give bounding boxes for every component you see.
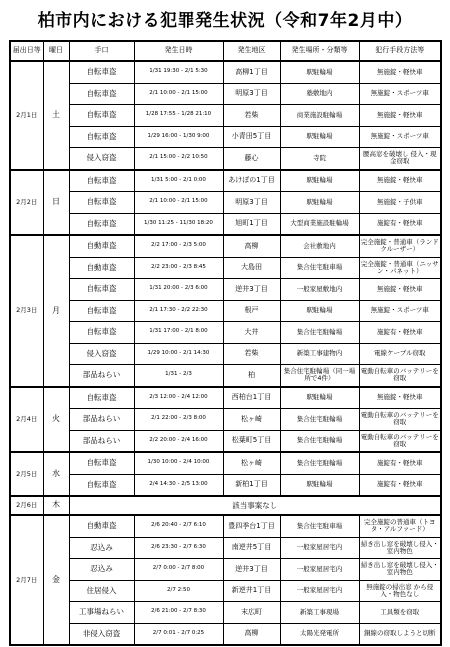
method-cell: 自転車盗	[69, 474, 134, 496]
place-cell: 集合住宅駐輪場	[280, 322, 359, 344]
time-cell: 2/6 21:00 - 2/7 8:30	[134, 602, 223, 624]
area-cell: 豊四季台1丁目	[223, 515, 280, 537]
time-cell: 2/7 2:50	[134, 580, 223, 602]
table-row	[10, 515, 441, 537]
modus-operandi-cell: 完全施錠の普通車（トヨタ・アルファード）	[359, 515, 441, 537]
place-cell: 一般家屋敷地内	[280, 279, 359, 301]
modus-operandi-cell: 施錠有・軽快車	[359, 474, 441, 496]
place-cell: 集合住宅駐輪場（同一場所で4件）	[280, 365, 359, 387]
place-cell: 一般家屋居宅内	[280, 537, 359, 559]
modus-operandi-cell: 電線ケーブル窃取	[359, 343, 441, 365]
area-cell: 明原3丁目	[223, 83, 280, 105]
table-row	[10, 126, 441, 148]
header-dow: 曜日	[43, 41, 69, 61]
place-cell: 集合住宅駐輪場	[280, 409, 359, 431]
table-row	[10, 387, 441, 409]
method-cell: 自動車盗	[69, 515, 134, 537]
method-cell: 忍込み	[69, 537, 134, 559]
area-cell: 若柴	[223, 343, 280, 365]
weekday-cell: 金	[43, 515, 69, 645]
place-cell: 駅駐輪場	[280, 300, 359, 322]
table-row	[10, 559, 441, 581]
time-cell: 2/1 17:30 - 2/2 22:30	[134, 300, 223, 322]
method-cell: 自転車盗	[69, 452, 134, 474]
method-cell: 自転車盗	[69, 83, 134, 105]
modus-operandi-cell: 電動自転車のバッテリーを窃取	[359, 365, 441, 387]
place-cell: 一般家屋居宅内	[280, 580, 359, 602]
method-cell: 自転車盗	[69, 300, 134, 322]
method-cell: 自転車盗	[69, 213, 134, 235]
area-cell: 大島田	[223, 257, 280, 279]
table-row	[10, 213, 441, 235]
table-row	[10, 257, 441, 279]
place-cell: 集合住宅駐車場	[280, 257, 359, 279]
area-cell: 旭町1丁目	[223, 213, 280, 235]
header-date: 届出日等	[10, 41, 43, 61]
method-cell: 部品ねらい	[69, 409, 134, 431]
header-mo: 犯行手段方法等	[359, 41, 441, 61]
table-row	[10, 61, 441, 83]
time-cell: 2/6 23:30 - 2/7 6:30	[134, 537, 223, 559]
place-cell: 商業施設駐輪場	[280, 105, 359, 127]
weekday-cell: 土	[43, 61, 69, 170]
modus-operandi-cell: 無施錠・軽快車	[359, 105, 441, 127]
page-title: 柏市内における犯罪発生状況（令和7年2月中）	[37, 11, 413, 31]
date-cell: 2月1日	[10, 61, 43, 170]
table-row	[10, 430, 441, 452]
weekday-cell: 月	[43, 235, 69, 387]
modus-operandi-cell: 無施錠・スポーツ車	[359, 126, 441, 148]
modus-operandi-cell: 掃き出し窓を破壊し侵入・室内物色	[359, 559, 441, 581]
time-cell: 1/28 17:55 - 1/28 21:10	[134, 105, 223, 127]
time-cell: 2/1 10:00 - 2/1 15:00	[134, 192, 223, 214]
modus-operandi-cell: 完全施錠・普通車（ランドクルーザー）	[359, 235, 441, 257]
table-row	[10, 343, 441, 365]
table-row	[10, 602, 441, 624]
area-cell: 藤心	[223, 148, 280, 170]
place-cell: 新築工事建物内	[280, 343, 359, 365]
time-cell: 2/3 12:00 - 2/4 12:00	[134, 387, 223, 409]
method-cell: 自転車盗	[69, 322, 134, 344]
modus-operandi-cell: 施錠有・軽快車	[359, 322, 441, 344]
place-cell: 駅駐輪場	[280, 126, 359, 148]
table-row	[10, 83, 441, 105]
date-cell: 2月5日	[10, 452, 43, 496]
time-cell: 2/2 17:00 - 2/3 5:00	[134, 235, 223, 257]
time-cell: 1/31 - 2/3	[134, 365, 223, 387]
table-row	[10, 537, 441, 559]
table-row	[10, 279, 441, 301]
place-cell: 駅駐輪場	[280, 170, 359, 192]
modus-operandi-cell: 無施錠・軽快車	[359, 61, 441, 83]
time-cell: 1/31 19:30 - 2/1 5:30	[134, 61, 223, 83]
method-cell: 自転車盗	[69, 279, 134, 301]
date-cell: 2月2日	[10, 170, 43, 236]
method-cell: 侵入窃盗	[69, 148, 134, 170]
modus-operandi-cell: 電動自転車のバッテリーを窃取	[359, 409, 441, 431]
modus-operandi-cell: 無施錠・軽快車	[359, 170, 441, 192]
date-cell: 2月7日	[10, 515, 43, 645]
modus-operandi-cell: 掃き出し窓を破壊し侵入・室内物色	[359, 537, 441, 559]
area-cell: 明原3丁目	[223, 192, 280, 214]
time-cell: 1/30 11:25 - 11/30 18:20	[134, 213, 223, 235]
place-cell: 太陽光発電所	[280, 623, 359, 645]
time-cell: 2/4 14:30 - 2/5 13:00	[134, 474, 223, 496]
table-row	[10, 235, 441, 257]
area-cell: 逆井3丁目	[223, 279, 280, 301]
place-cell: 集合住宅駐車場	[280, 515, 359, 537]
area-cell: あけぼの1丁目	[223, 170, 280, 192]
modus-operandi-cell: 施錠有・軽快車	[359, 213, 441, 235]
area-cell: 南逆井5丁目	[223, 537, 280, 559]
area-cell: 小青田5丁目	[223, 126, 280, 148]
table-row	[10, 474, 441, 496]
time-cell: 1/30 10:00 - 2/4 10:00	[134, 452, 223, 474]
time-cell: 2/2 20:00 - 2/4 16:00	[134, 430, 223, 452]
time-cell: 2/2 23:00 - 2/3 8:45	[134, 257, 223, 279]
method-cell: 自動車盗	[69, 235, 134, 257]
table-row	[10, 192, 441, 214]
area-cell: 新逆井1丁目	[223, 580, 280, 602]
modus-operandi-cell: 無施錠・軽快車	[359, 279, 441, 301]
method-cell: 自転車盗	[69, 387, 134, 409]
area-cell: 高柳	[223, 623, 280, 645]
modus-operandi-cell: 工具類を窃取	[359, 602, 441, 624]
modus-operandi-cell: 腰高窓を破壊し 侵入・現金窃取	[359, 148, 441, 170]
date-cell: 2月4日	[10, 387, 43, 453]
place-cell: 駅駐輪場	[280, 61, 359, 83]
place-cell: 会社敷地内	[280, 235, 359, 257]
time-cell: 1/31 5:00 - 2/1 0:00	[134, 170, 223, 192]
time-cell: 1/29 10:00 - 2/1 14:30	[134, 343, 223, 365]
area-cell: 根戸	[223, 300, 280, 322]
modus-operandi-cell: 無施錠・スポーツ車	[359, 83, 441, 105]
modus-operandi-cell: 電動自転車のバッテリーを窃取	[359, 430, 441, 452]
weekday-cell: 木	[43, 496, 69, 515]
table-body	[10, 61, 441, 645]
header-area: 発生地区	[223, 41, 280, 61]
method-cell: 非侵入窃盗	[69, 623, 134, 645]
method-cell: 自転車盗	[69, 126, 134, 148]
table-row	[10, 452, 441, 474]
area-cell: 末広町	[223, 602, 280, 624]
weekday-cell: 水	[43, 452, 69, 496]
method-cell: 自転車盗	[69, 105, 134, 127]
method-cell: 侵入窃盗	[69, 343, 134, 365]
method-cell: 自動車盗	[69, 257, 134, 279]
area-cell: 柏	[223, 365, 280, 387]
table-row	[10, 105, 441, 127]
method-cell: 部品ねらい	[69, 430, 134, 452]
method-cell: 部品ねらい	[69, 365, 134, 387]
modus-operandi-cell: 完全施錠・普通車（ニッサン・パネット）	[359, 257, 441, 279]
time-cell: 1/29 16:00 - 1/30 9:00	[134, 126, 223, 148]
table-row	[10, 170, 441, 192]
modus-operandi-cell: 無施錠・子供車	[359, 192, 441, 214]
place-cell: 駅駐輪場	[280, 192, 359, 214]
place-cell: 新築工事現場	[280, 602, 359, 624]
table-row	[10, 496, 441, 515]
modus-operandi-cell: 無施錠の掃出窓 から侵入・物色なし	[359, 580, 441, 602]
no-incident-cell: 該当事案なし	[69, 496, 441, 515]
place-cell: 集合住宅駐輪場	[280, 430, 359, 452]
place-cell: 集合住宅駐輪場	[280, 452, 359, 474]
modus-operandi-cell: 銅線の窃取しようと切断	[359, 623, 441, 645]
table-row	[10, 322, 441, 344]
table-row	[10, 623, 441, 645]
modus-operandi-cell: 施錠有・軽快車	[359, 452, 441, 474]
method-cell: 忍込み	[69, 559, 134, 581]
header-time: 発生日時	[134, 41, 223, 61]
header-place: 発生場所・分類等	[280, 41, 359, 61]
place-cell: 駅駐輪場	[280, 474, 359, 496]
place-cell: 一般家屋居宅内	[280, 559, 359, 581]
area-cell: 松ヶ崎	[223, 409, 280, 431]
time-cell: 1/31 17:00 - 2/1 8:00	[134, 322, 223, 344]
time-cell: 2/6 20:40 - 2/7 6:10	[134, 515, 223, 537]
area-cell: 高柳1丁目	[223, 61, 280, 83]
area-cell: 逆井3丁目	[223, 559, 280, 581]
area-cell: 松葉町5丁目	[223, 430, 280, 452]
method-cell: 住居侵入	[69, 580, 134, 602]
crime-table	[9, 40, 442, 646]
time-cell: 2/1 22:00 - 2/3 8:00	[134, 409, 223, 431]
date-cell: 2月3日	[10, 235, 43, 387]
modus-operandi-cell: 無施錠・軽快車	[359, 387, 441, 409]
method-cell: 工事場ねらい	[69, 602, 134, 624]
time-cell: 2/7 0:00 - 2/7 8:00	[134, 559, 223, 581]
time-cell: 2/1 15:00 - 2/2 10:50	[134, 148, 223, 170]
method-cell: 自転車盗	[69, 61, 134, 83]
table-row	[10, 148, 441, 170]
modus-operandi-cell: 無施錠・スポーツ車	[359, 300, 441, 322]
table-row	[10, 365, 441, 387]
time-cell: 1/31 20:00 - 2/3 6:00	[134, 279, 223, 301]
area-cell: 若柴	[223, 105, 280, 127]
method-cell: 自転車盗	[69, 170, 134, 192]
table-row	[10, 300, 441, 322]
area-cell: 西柏台1丁目	[223, 387, 280, 409]
area-cell: 松ヶ崎	[223, 452, 280, 474]
area-cell: 新柏1丁目	[223, 474, 280, 496]
method-cell: 自転車盗	[69, 192, 134, 214]
time-cell: 2/7 0:01 - 2/7 0:25	[134, 623, 223, 645]
header-row	[10, 41, 441, 61]
area-cell: 高柳	[223, 235, 280, 257]
place-cell: 駅駐輪場	[280, 387, 359, 409]
header-method: 手口	[69, 41, 134, 61]
table-row	[10, 409, 441, 431]
area-cell: 大井	[223, 322, 280, 344]
time-cell: 2/1 10:00 - 2/1 15:00	[134, 83, 223, 105]
place-cell: 塾敷地内	[280, 83, 359, 105]
place-cell: 寺院	[280, 148, 359, 170]
weekday-cell: 日	[43, 170, 69, 236]
date-cell: 2月6日	[10, 496, 43, 515]
place-cell: 大型商業施設駐輪場	[280, 213, 359, 235]
table-row	[10, 580, 441, 602]
weekday-cell: 火	[43, 387, 69, 453]
